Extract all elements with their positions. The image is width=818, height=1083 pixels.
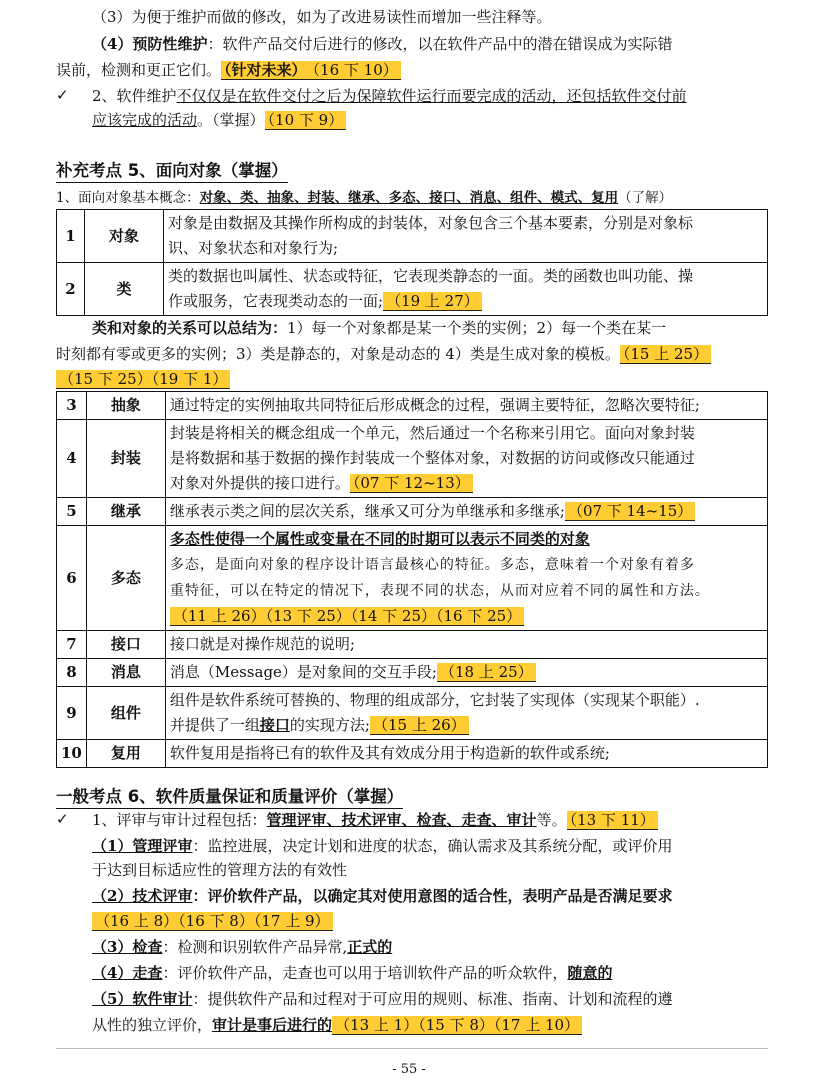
exam-ref: （19 上 27）	[383, 292, 482, 311]
row-number: 7	[57, 631, 87, 659]
row-number: 2	[57, 263, 85, 316]
exam-ref: （16 下 10）	[310, 61, 401, 80]
table-row	[57, 631, 768, 659]
row-number: 10	[57, 740, 87, 768]
check-icon: ✓	[56, 86, 69, 104]
oo-concepts-intro: 1、面向对象基本概念：对象、类、抽象、封装、继承、多态、接口、消息、组件、模式、复用（了解）	[56, 190, 673, 206]
row-number: 9	[57, 687, 87, 740]
term-cell: 消息	[86, 659, 165, 687]
table-row	[57, 263, 768, 316]
tech-review-refs	[92, 910, 333, 932]
term-cell: 对象	[85, 210, 164, 263]
row-number: 6	[57, 526, 87, 631]
section-5-heading: 补充考点 5、面向对象（掌握）	[56, 160, 288, 183]
row-number: 4	[57, 420, 87, 498]
desc-cell: 继承表示类之间的层次关系，继承又可分为单继承和多继承; （07 下 14~15）	[165, 498, 767, 526]
software-audit: （5）软件审计：提供软件产品和过程对于可应用的规则、标准、指南、计划和流程的遵	[92, 990, 673, 1008]
desc-cell: 软件复用是指将已有的软件及其有效成分用于构造新的软件或系统;	[165, 740, 767, 768]
exam-ref: （13 下 11）	[567, 811, 658, 830]
maint-note-2: 2、软件维护不仅仅是在软件交付之后为保障软件运行而要完成的活动，还包括软件交付前	[92, 87, 687, 105]
exam-ref: （10 下 9）	[265, 111, 347, 130]
desc-cell: 组件是软件系统可替换的、物理的组成部分，它封装了实现体（实现某个职能）. 并提供了一组接口的实现方法; （15 上 26）	[165, 687, 767, 740]
exam-ref: （07 下 12~13）	[350, 474, 473, 493]
review-audit-intro: 1、评审与审计过程包括：管理评审、技术评审、检查、走查、审计等。 （13 下 11）	[92, 809, 658, 831]
table-row	[57, 392, 768, 420]
mgmt-review-cont: 于达到目标适应性的管理方法的有效性	[92, 861, 348, 879]
term-cell: 类	[85, 263, 164, 316]
exam-ref: （15 下 25）（19 下 1）	[56, 370, 230, 389]
future-tag: （针对未来）	[221, 61, 310, 80]
desc-cell: 对象是由数据及其操作所构成的封装体，对象包含三个基本要素，分别是对象标 识、对象状态和对象行为;	[164, 210, 768, 263]
oo-table-a	[56, 209, 768, 316]
exam-ref: （07 下 14~15）	[565, 502, 695, 521]
maint-note-2-cont: 应该完成的活动。（掌握） （10 下 9）	[92, 109, 346, 131]
mgmt-review: （1）管理评审：监控进展，决定计划和进度的状态，确认需求及其系统分配，或评价用	[92, 837, 673, 855]
maint-item-3: （3）为便于维护而做的修改，如为了改进易读性而增加一些注释等。	[92, 8, 552, 26]
row-number: 1	[57, 210, 85, 263]
row-number: 3	[57, 392, 87, 420]
term-cell: 抽象	[86, 392, 165, 420]
exam-ref: （15 上 26）	[370, 716, 469, 735]
class-object-relation-refs	[56, 368, 230, 390]
table-row	[57, 210, 768, 263]
walkthrough: （4）走查：评价软件产品，走查也可以用于培训软件产品的听众软件，随意的	[92, 964, 613, 982]
exam-ref: （18 上 25）	[437, 663, 536, 682]
desc-cell: 类的数据也叫属性、状态或特征，它表现类静态的一面。类的函数也叫功能、操 作或服务，它表现类动态的一面; （19 上 27）	[164, 263, 768, 316]
term-cell: 继承	[86, 498, 165, 526]
page-number: - 55 -	[392, 1062, 426, 1077]
term-cell: 复用	[86, 740, 165, 768]
desc-cell: 通过特定的实例抽取共同特征后形成概念的过程，强调主要特征，忽略次要特征;	[165, 392, 767, 420]
check-icon: ✓	[56, 810, 69, 828]
term-cell: 组件	[86, 687, 165, 740]
desc-cell: 多态性使得一个属性或变量在不同的时期可以表示不同类的对象 多态，是面向对象的程序设计语言最核心的特征。多态，意味着一个对象有着多 重特征，可以在特定的情况下，表现不同的状态，从而对应着不同的属性和方法。 （11 上 26）（13 下 25）（14 下 25）（16 下 25）	[165, 526, 767, 631]
tech-review: （2）技术评审：评价软件产品，以确定其对使用意图的适合性，表明产品是否满足要求	[92, 887, 673, 905]
oo-table-b	[56, 391, 768, 768]
section-6-heading: 一般考点 6、软件质量保证和质量评价（掌握）	[56, 786, 403, 809]
term-cell: 多态	[86, 526, 165, 631]
term-cell: 封装	[86, 420, 165, 498]
row-number: 8	[57, 659, 87, 687]
table-row	[57, 526, 768, 631]
table-row	[57, 420, 768, 498]
maint-item-4-cont: 误前，检测和更正它们。 （针对未来） （16 下 10）	[56, 59, 401, 81]
software-audit-cont: 从性的独立评价，审计是事后进行的 （13 上 1）（15 下 8）（17 上 10）	[92, 1014, 582, 1036]
term-cell: 接口	[86, 631, 165, 659]
desc-cell: 消息（Message）是对象间的交互手段; （18 上 25）	[165, 659, 767, 687]
table-row	[57, 687, 768, 740]
exam-ref: （16 上 8）（16 下 8）（17 上 9）	[92, 912, 333, 931]
desc-cell: 接口就是对操作规范的说明;	[165, 631, 767, 659]
exam-ref: （13 上 1）（15 下 8）（17 上 10）	[332, 1016, 582, 1035]
desc-cell: 封装是将相关的概念组成一个单元，然后通过一个名称来引用它。面向对象封装 是将数据和基于数据的操作封装成一个整体对象，对数据的访问或修改只能通过 对象对外提供的接口进行。 （07 下 12~13）	[165, 420, 767, 498]
maint-item-4: （4）预防性维护：软件产品交付后进行的修改，以在软件产品中的潜在错误成为实际错	[92, 35, 673, 53]
inspection: （3）检查：检测和识别软件产品异常,正式的	[92, 938, 393, 956]
class-object-relation-cont: 时刻都有零或更多的实例；3）类是静态的，对象是动态的 4）类是生成对象的模板。 （15 上 25）	[56, 343, 711, 365]
table-row	[57, 659, 768, 687]
exam-ref: （11 上 26）（13 下 25）（14 下 25）（16 下 25）	[170, 607, 524, 626]
table-row	[57, 740, 768, 768]
row-number: 5	[57, 498, 87, 526]
polymorphism-definition: 多态性使得一个属性或变量在不同的时期可以表示不同类的对象	[169, 530, 590, 548]
table-row	[57, 498, 768, 526]
exam-ref: （15 上 25）	[620, 345, 711, 364]
preventive-label: （4）预防性维护	[92, 35, 208, 53]
class-object-relation: 类和对象的关系可以总结为：1）每一个对象都是某一个类的实例；2）每一个类在某一	[92, 319, 667, 337]
footer-divider	[56, 1048, 768, 1049]
